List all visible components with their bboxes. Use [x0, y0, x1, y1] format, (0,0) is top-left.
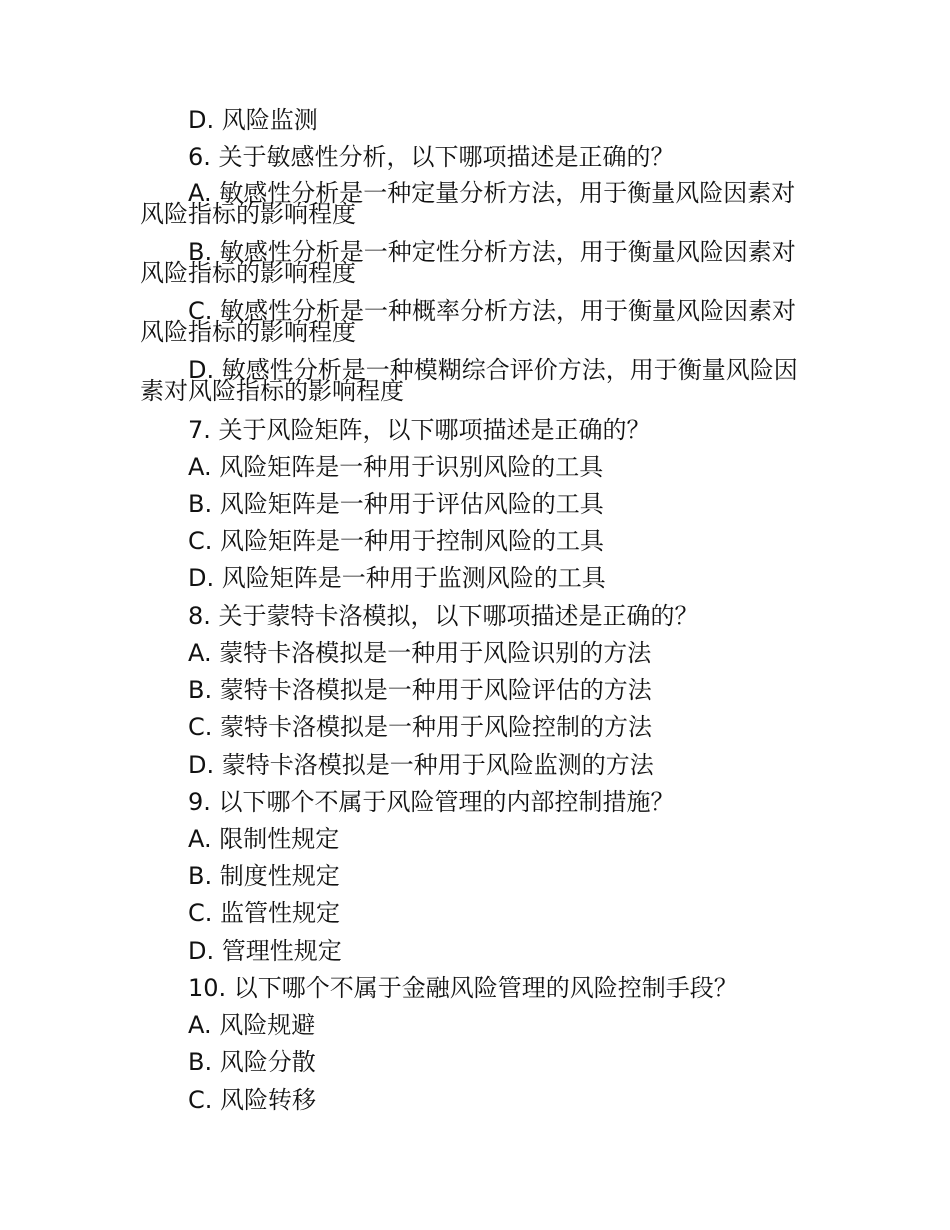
question-10-option-a: A. 风险规避 [188, 1011, 316, 1039]
question-9-option-a: A. 限制性规定 [188, 825, 340, 853]
question-7-option-a: A. 风险矩阵是一种用于识别风险的工具 [188, 453, 604, 481]
question-6: 6. 关于敏感性分析，以下哪项描述是正确的？ [188, 143, 675, 171]
option-d-risk-monitoring: D. 风险监测 [188, 106, 318, 134]
question-7: 7. 关于风险矩阵，以下哪项描述是正确的？ [188, 416, 651, 444]
question-9-option-c: C. 监管性规定 [188, 899, 341, 927]
question-8: 8. 关于蒙特卡洛模拟，以下哪项描述是正确的？ [188, 602, 699, 630]
question-6-option-d: D. 敏感性分析是一种模糊综合评价方法，用于衡量风险因素对风险指标的影响程度 [140, 356, 798, 405]
question-6-option-c: C. 敏感性分析是一种概率分析方法，用于衡量风险因素对风险指标的影响程度 [140, 297, 797, 346]
question-10-option-b: B. 风险分散 [188, 1048, 316, 1076]
question-7-option-d: D. 风险矩阵是一种用于监测风险的工具 [188, 564, 606, 592]
question-9: 9. 以下哪个不属于风险管理的内部控制措施？ [188, 788, 675, 816]
question-8-option-c: C. 蒙特卡洛模拟是一种用于风险控制的方法 [188, 713, 653, 741]
question-10-option-c: C. 风险转移 [188, 1086, 317, 1114]
question-8-option-b: B. 蒙特卡洛模拟是一种用于风险评估的方法 [188, 676, 652, 704]
question-6-option-a: A. 敏感性分析是一种定量分析方法，用于衡量风险因素对风险指标的影响程度 [140, 179, 796, 228]
question-8-option-d: D. 蒙特卡洛模拟是一种用于风险监测的方法 [188, 751, 654, 779]
question-7-option-c: C. 风险矩阵是一种用于控制风险的工具 [188, 527, 605, 555]
question-9-option-d: D. 管理性规定 [188, 937, 342, 965]
question-10: 10. 以下哪个不属于金融风险管理的风险控制手段？ [188, 974, 738, 1002]
question-7-option-b: B. 风险矩阵是一种用于评估风险的工具 [188, 490, 604, 518]
question-6-option-b: B. 敏感性分析是一种定性分析方法，用于衡量风险因素对风险指标的影响程度 [140, 238, 796, 287]
question-9-option-b: B. 制度性规定 [188, 862, 340, 890]
question-8-option-a: A. 蒙特卡洛模拟是一种用于风险识别的方法 [188, 639, 652, 667]
